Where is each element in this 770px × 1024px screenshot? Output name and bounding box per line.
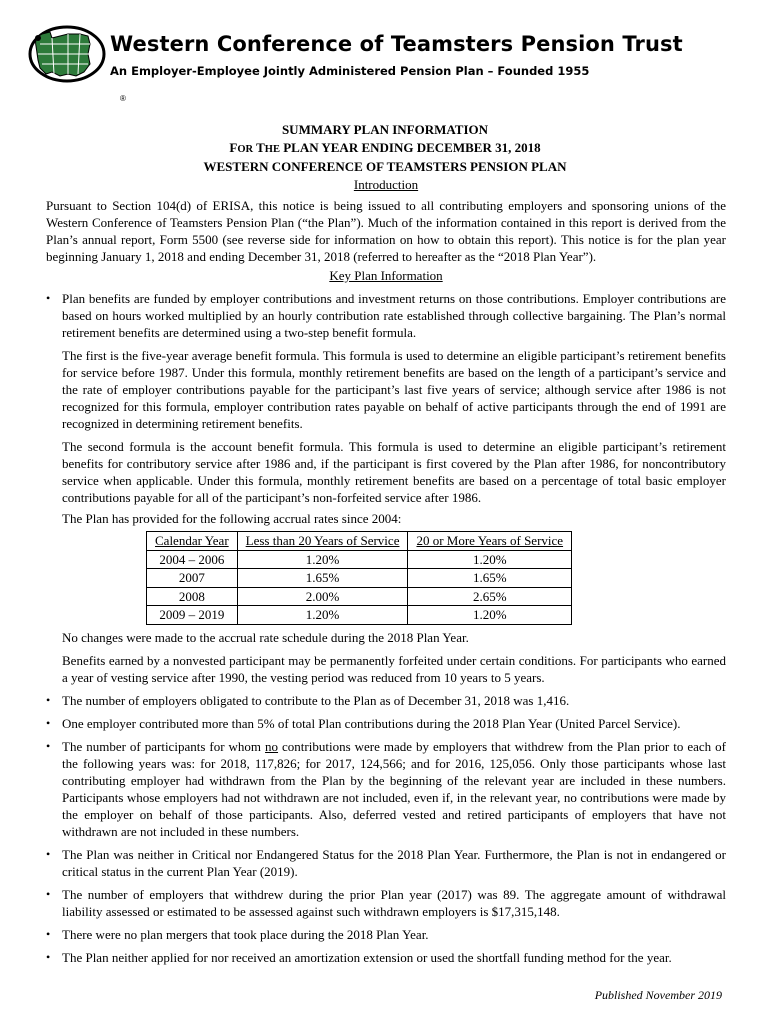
western-states-map-logo xyxy=(28,24,106,84)
bullet-major-employer: • One employer contributed more than 5% of total Plan contributions during the 2018 Plan Year (United Parcel Service). xyxy=(46,715,681,731)
accrual-intro: The Plan has provided for the following accrual rates since 2004: xyxy=(62,511,402,526)
bullet-icon: • xyxy=(46,886,51,901)
table-header: Less than 20 Years of Service xyxy=(237,532,408,551)
bullet-icon: • xyxy=(46,949,51,964)
title-line-3: WESTERN CONFERENCE OF TEAMSTERS PENSION PLAN xyxy=(203,159,567,174)
bullet-icon: • xyxy=(46,692,51,707)
registered-mark: ® xyxy=(120,94,126,103)
table-row: 2009 – 2019 1.20% 1.20% xyxy=(147,606,572,625)
org-subtitle: An Employer-Employee Jointly Administered Pension Plan – Founded 1955 xyxy=(110,64,590,78)
bullet-amortization: • The Plan neither applied for nor received an amortization extension or used the shortfall funding method for the year. xyxy=(46,949,672,965)
document-body xyxy=(46,176,726,966)
bullet-mergers: • There were no plan mergers that took place during the 2018 Plan Year. xyxy=(46,926,429,942)
bullet-icon: • xyxy=(46,738,51,753)
table-row: 2008 2.00% 2.65% xyxy=(147,587,572,606)
bullet-employer-count: • The number of employers obligated to contribute to the Plan as of December 31, 2018 was 1,416. xyxy=(46,692,570,708)
forfeiture-paragraph: Benefits earned by a nonvested participant may be permanently forfeited under certain conditions. For participants who earned a year of vesting service after 1990, the vesting period was reduced from 10 years to 5 years. xyxy=(62,652,726,685)
table-header: 20 or More Years of Service xyxy=(408,532,572,551)
title-line-1: SUMMARY PLAN INFORMATION xyxy=(281,122,489,137)
accrual-rates-table xyxy=(146,531,572,625)
intro-paragraph: Pursuant to Section 104(d) of ERISA, this notice is being issued to all contributing employers and sponsoring unions of the Western Conference of Teamsters Pension Plan (“the Plan”). Much of the information contained in this report is derived from the Plan’s annual report, Form 5500 (see reverse side for information on how to obtain this report). This notice is for the plan year beginning January 1, 2018 and ending December 31, 2018 (referred to hereafter as the “2018 Plan Year”). xyxy=(46,198,726,264)
table-header: Calendar Year xyxy=(147,532,238,551)
key-info-heading: Key Plan Information xyxy=(329,268,443,283)
bullet-icon: • xyxy=(46,291,51,305)
published-date: Published November 2019 xyxy=(594,988,722,1002)
org-name: Western Conference of Teamsters Pension Trust xyxy=(110,32,683,56)
bullet-withdrawn-participants: • The number of participants for whom no contributions were made by employers that withdrew from the Plan prior to each of the following years was: for 2018, 117,826; for 2017, 124,566; and for 2016, 125,056. Only those participants whose last contributing employer had withdrawn from the Plan by the beginning of the relevant year are included in these numbers. Participants whose employers had not withdrawn are not included, even if, in the relevant year, no contributions were made by the employer on behalf of those participants. Also, deferred vested and retired participants of employers that have not withdrawn are not included in these numbers. xyxy=(46,738,726,839)
intro-heading: Introduction xyxy=(353,177,419,192)
bullet-icon: • xyxy=(46,926,51,941)
bullet-icon: • xyxy=(46,715,51,730)
bullet-withdrawals: • The number of employers that withdrew during the prior Plan year (2017) was 89. The aggregate amount of withdrawal liability assessed or estimated to be assessed against such withdrawn employers is $17,315,148. xyxy=(46,886,726,919)
bullet-status: • The Plan was neither in Critical nor Endangered Status for the 2018 Plan Year. Furthermore, the Plan is not in endangered or critical status in the current Plan Year (2019). xyxy=(46,846,726,879)
letterhead xyxy=(28,24,758,103)
no-changes-paragraph: No changes were made to the accrual rate schedule during the 2018 Plan Year. xyxy=(62,629,469,645)
second-formula-paragraph: The second formula is the account benefit formula. This formula is used to determine an eligible participant’s retirement benefits for contributory service after 1986 and, if the participant is first covered by the Plan after 1986, for noncontributory service when applicable. Under this formula, monthly retirement benefits are based on a percentage of total basic employer contributions payable for all of the participant’s non-forfeited service after 1986. xyxy=(62,439,726,505)
title-line-2: FOR THE PLAN YEAR ENDING DECEMBER 31, 2018 xyxy=(229,139,541,155)
first-formula-paragraph: The first is the five-year average benefit formula. This formula is used to determine an eligible participant’s retirement benefits for service before 1987. Under this formula, monthly retirement benefits are based on the length of a participant’s service and the rate of employer contributions payable for the participant’s last five years of service; although service after 1986 is not recognized for this formula, employer contribution rates payable on behalf of active participants through the end of 1991 are recognized in determining retirement benefits. xyxy=(62,348,726,431)
bullet-benefits-funding: • Plan benefits are funded by employer contributions and investment returns on those contributions. Employer contributions are based on hours worked multiplied by an hourly contribution rate established through collective bargaining. The Plan’s normal retirement benefits are determined using a two-step benefit formula. xyxy=(46,291,726,340)
table-row: 2007 1.65% 1.65% xyxy=(147,569,572,588)
table-row: 2004 – 2006 1.20% 1.20% xyxy=(147,550,572,569)
document-title-block xyxy=(0,121,770,176)
bullet-icon: • xyxy=(46,846,51,861)
